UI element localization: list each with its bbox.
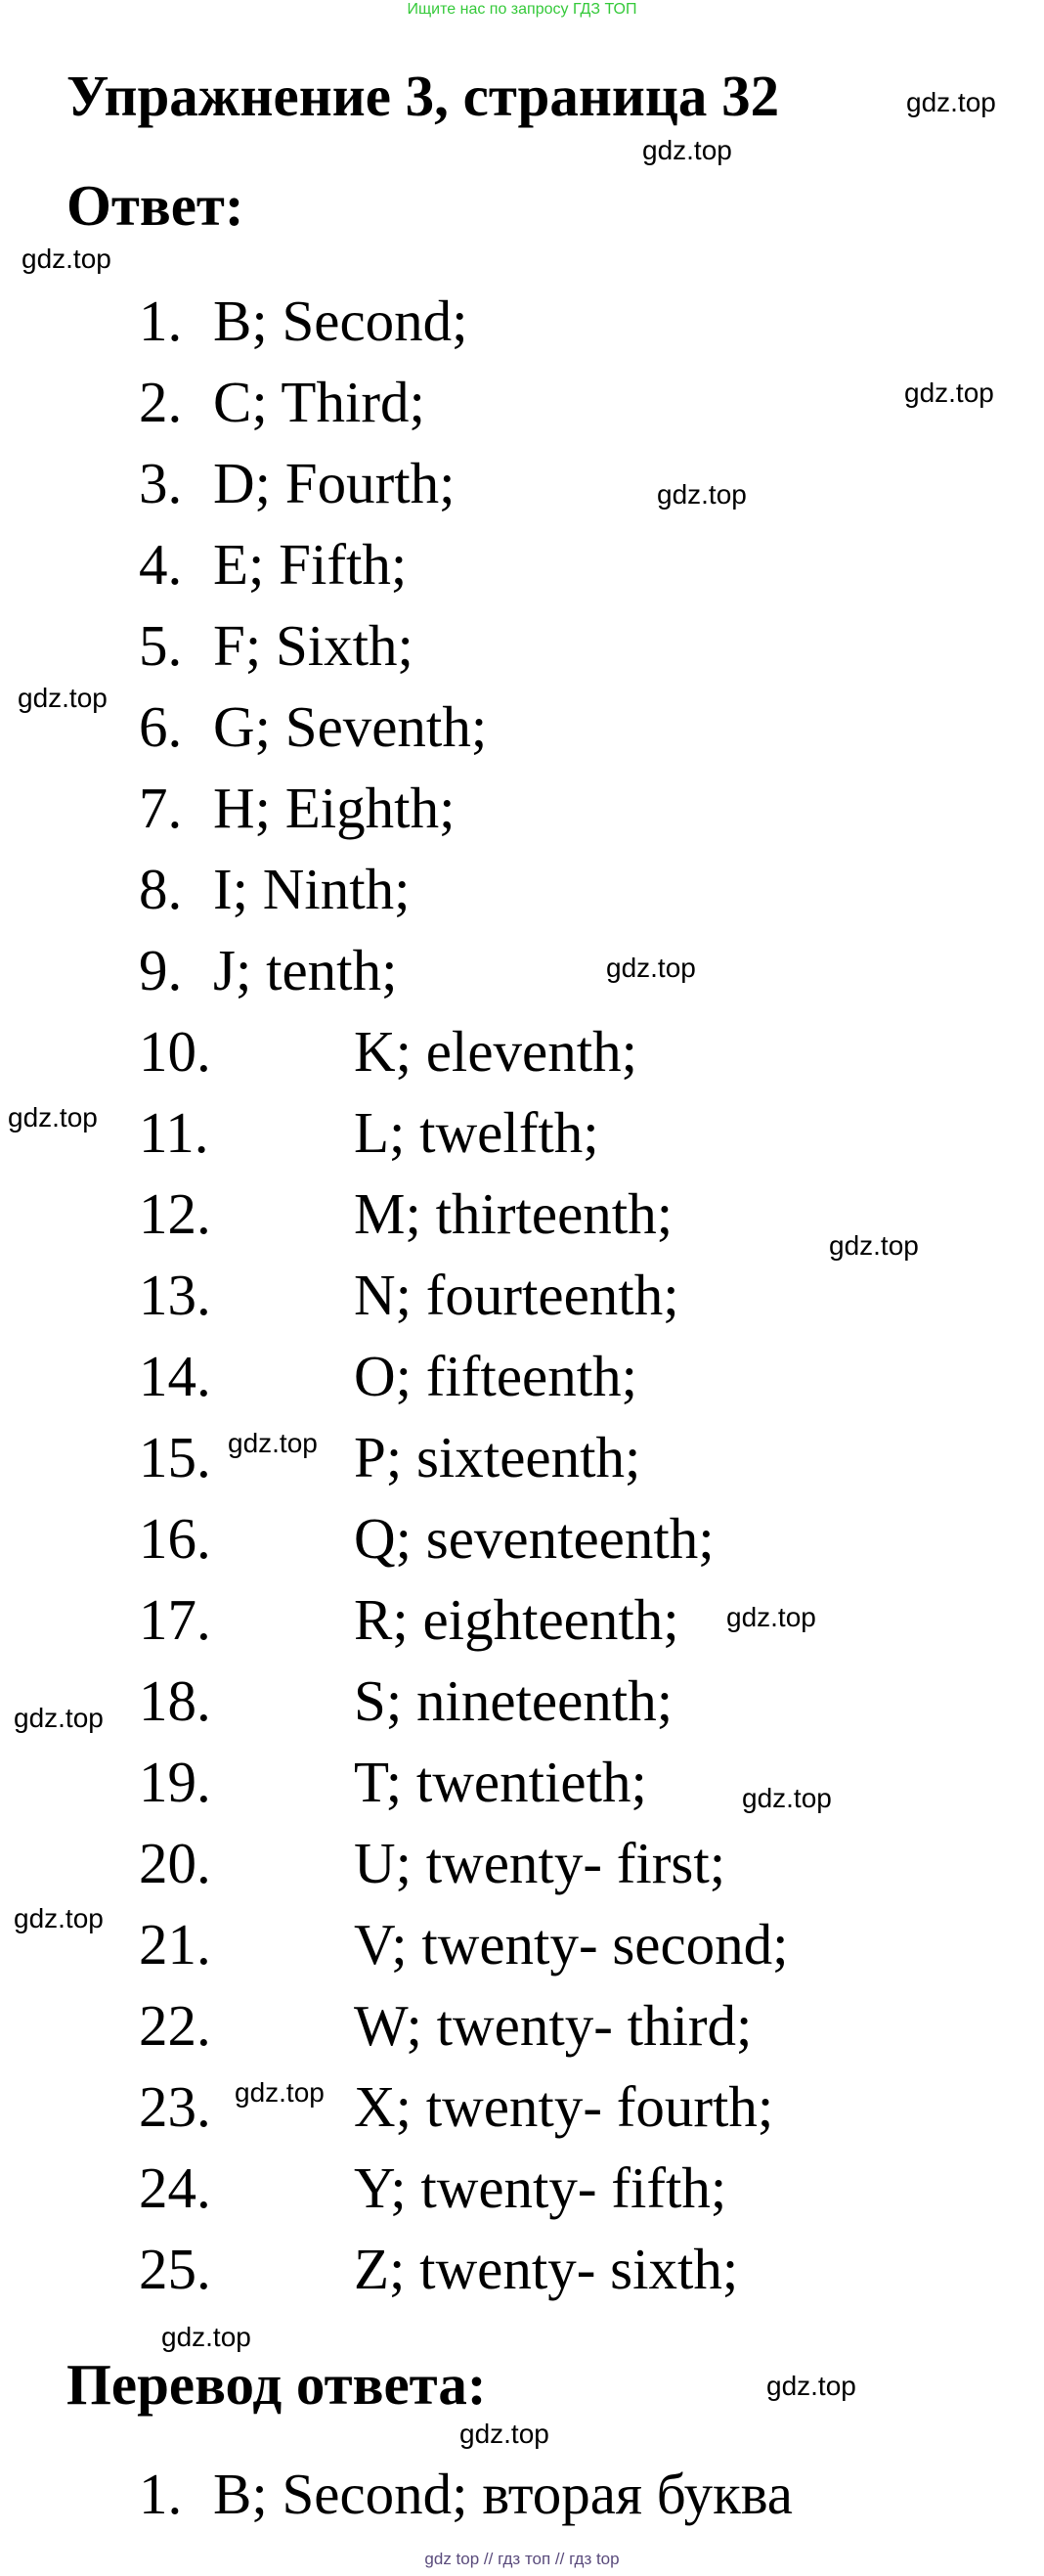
answer-number: 19. <box>139 1750 211 1814</box>
answer-item-20 <box>0 1822 1044 1904</box>
answer-text: E; Fifth; <box>213 532 408 597</box>
answer-item-10 <box>0 1010 1044 1092</box>
watermark: gdz.top <box>235 2077 325 2108</box>
answer-item-24 <box>0 2147 1044 2229</box>
top-banner[interactable]: Ищите нас по запросу ГДЗ ТОП <box>407 1 637 18</box>
answer-text: O; fifteenth; <box>354 1344 637 1408</box>
answer-text: Y; twenty- fifth; <box>354 2155 727 2220</box>
watermark: gdz.top <box>14 1703 104 1733</box>
answer-text: Z; twenty- sixth; <box>354 2237 739 2301</box>
answer-text: T; twentieth; <box>354 1750 647 1814</box>
answer-heading: Ответ: <box>66 173 244 238</box>
answer-number: 17. <box>139 1587 211 1652</box>
footer-links[interactable]: gdz top // гдз топ // гдз top <box>424 2550 620 2568</box>
answer-item-3 <box>0 442 1044 524</box>
page-title: Упражнение 3, страница 32 <box>66 64 780 128</box>
translation-number: 1. <box>139 2462 183 2526</box>
answer-text: I; Ninth; <box>213 857 411 921</box>
watermark: gdz.top <box>459 2419 549 2449</box>
answer-number: 9. <box>139 938 183 1002</box>
answer-number: 16. <box>139 1506 211 1571</box>
answer-item-1 <box>0 280 1044 362</box>
answer-item-17 <box>0 1578 1044 1661</box>
translation-item-1 <box>0 2453 1044 2535</box>
answer-text: X; twenty- fourth; <box>354 2074 774 2139</box>
answer-number: 12. <box>139 1181 211 1246</box>
answer-number: 8. <box>139 857 183 921</box>
answer-number: 4. <box>139 532 183 597</box>
answer-text: R; eighteenth; <box>354 1587 679 1652</box>
answer-item-23 <box>0 2065 1044 2148</box>
answer-number: 1. <box>139 289 183 353</box>
answer-number: 6. <box>139 694 183 759</box>
answer-item-2 <box>0 361 1044 443</box>
answer-number: 13. <box>139 1263 211 1327</box>
answer-number: 20. <box>139 1831 211 1895</box>
watermark: gdz.top <box>766 2371 856 2401</box>
answer-item-22 <box>0 1984 1044 2066</box>
watermark: gdz.top <box>829 1230 919 1261</box>
answer-item-21 <box>0 1903 1044 1985</box>
answer-item-15 <box>0 1416 1044 1498</box>
answer-text: N; fourteenth; <box>354 1263 679 1327</box>
answer-item-8 <box>0 848 1044 930</box>
watermark: gdz.top <box>742 1783 832 1813</box>
translation-text: B; Second; вторая буква <box>213 2462 793 2526</box>
watermark: gdz.top <box>904 378 994 408</box>
answer-item-11 <box>0 1091 1044 1174</box>
answer-text: F; Sixth; <box>213 613 413 678</box>
watermark: gdz.top <box>18 683 108 713</box>
watermark: gdz.top <box>726 1602 816 1632</box>
answer-number: 21. <box>139 1912 211 1976</box>
answer-item-16 <box>0 1497 1044 1579</box>
answer-text: H; Eighth; <box>213 776 456 840</box>
answer-number: 5. <box>139 613 183 678</box>
answer-item-5 <box>0 604 1044 687</box>
answer-text: J; tenth; <box>213 938 398 1002</box>
watermark: gdz.top <box>906 87 996 117</box>
answer-text: K; eleventh; <box>354 1019 637 1084</box>
translation-heading: Перевод ответа: <box>66 2352 487 2417</box>
answer-number: 2. <box>139 370 183 434</box>
answer-text: P; sixteenth; <box>354 1425 641 1489</box>
answer-number: 24. <box>139 2155 211 2220</box>
answer-text: C; Third; <box>213 370 425 434</box>
answer-number: 7. <box>139 776 183 840</box>
answer-text: U; twenty- first; <box>354 1831 726 1895</box>
answer-item-25 <box>0 2228 1044 2310</box>
watermark: gdz.top <box>8 1102 98 1133</box>
answer-text: V; twenty- second; <box>354 1912 789 1976</box>
answer-number: 10. <box>139 1019 211 1084</box>
answer-number: 14. <box>139 1344 211 1408</box>
answer-text: W; twenty- third; <box>354 1993 753 2058</box>
answer-text: M; thirteenth; <box>354 1181 674 1246</box>
watermark: gdz.top <box>606 953 696 983</box>
answer-item-6 <box>0 686 1044 768</box>
answer-number: 11. <box>139 1100 209 1165</box>
answer-text: D; Fourth; <box>213 451 456 515</box>
answer-item-18 <box>0 1660 1044 1742</box>
answer-number: 23. <box>139 2074 211 2139</box>
answer-item-14 <box>0 1335 1044 1417</box>
answer-number: 15. <box>139 1425 211 1489</box>
watermark: gdz.top <box>642 135 732 165</box>
answer-number: 3. <box>139 451 183 515</box>
watermark: gdz.top <box>14 1903 104 1933</box>
answer-number: 18. <box>139 1668 211 1733</box>
answer-number: 22. <box>139 1993 211 2058</box>
watermark: gdz.top <box>657 479 747 510</box>
watermark: gdz.top <box>161 2322 251 2352</box>
answer-item-7 <box>0 767 1044 849</box>
watermark: gdz.top <box>22 244 111 274</box>
answer-text: Q; seventeenth; <box>354 1506 715 1571</box>
answer-text: S; nineteenth; <box>354 1668 674 1733</box>
answer-item-9 <box>0 929 1044 1011</box>
answer-item-13 <box>0 1254 1044 1336</box>
answer-text: G; Seventh; <box>213 694 488 759</box>
answer-text: L; twelfth; <box>354 1100 599 1165</box>
answer-number: 25. <box>139 2237 211 2301</box>
watermark: gdz.top <box>228 1428 318 1458</box>
answer-item-19 <box>0 1741 1044 1823</box>
answer-item-4 <box>0 523 1044 605</box>
answer-text: B; Second; <box>213 289 468 353</box>
